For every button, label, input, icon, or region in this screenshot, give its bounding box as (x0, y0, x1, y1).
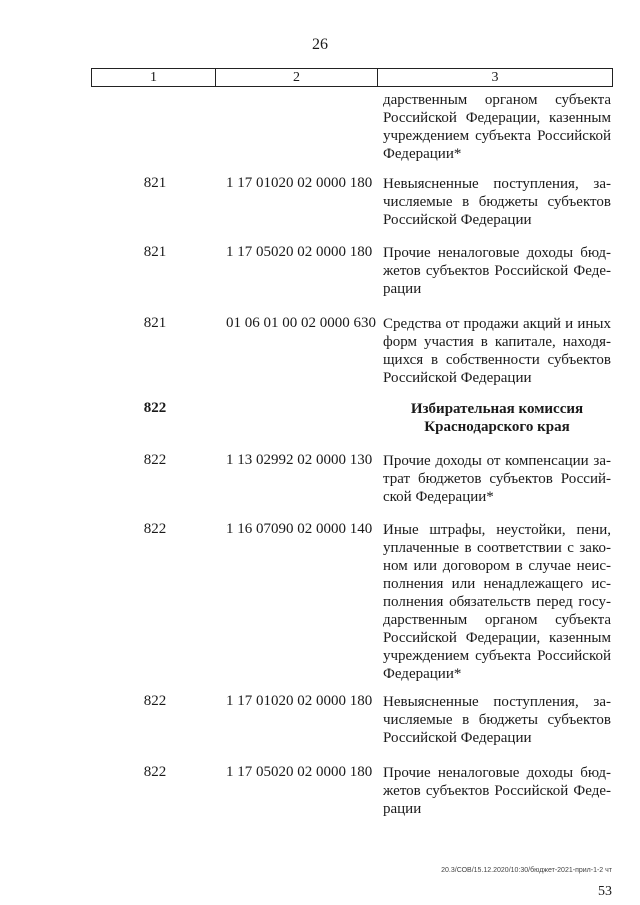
description-line: Краснодарского края (424, 419, 570, 435)
budget-classification-code: 1 17 01020 02 0000 180 (226, 175, 373, 191)
description-line: числяемые в бюджеты субъектов (383, 712, 611, 728)
budget-classification-code: 1 17 05020 02 0000 180 (226, 244, 373, 260)
page-number-top: 26 (312, 36, 328, 53)
description-line: полнения обязательств перед госу- (383, 594, 611, 610)
header-col-2: 2 (216, 69, 378, 86)
description-line: ном или договором в случае неис- (383, 558, 611, 574)
description-line: Невыясненные поступления, за- (383, 694, 611, 710)
description-line: щихся в собственности субъектов (383, 352, 611, 368)
budget-classification-code: 1 16 07090 02 0000 140 (226, 521, 373, 537)
admin-code: 822 (143, 452, 167, 468)
admin-code: 822 (143, 521, 167, 537)
description-line: жетов субъектов Российской Феде- (383, 783, 611, 799)
description-line: жетов субъектов Российской Феде- (383, 263, 611, 279)
page-number-bottom: 53 (598, 884, 612, 899)
description-line: трат бюджетов субъектов Россий- (383, 471, 611, 487)
description-line: Прочие неналоговые доходы бюд- (383, 245, 611, 261)
description-line: Прочие доходы от компенсации за- (383, 453, 611, 469)
description-line: рации (383, 801, 422, 817)
description-line: Средства от продажи акций и иных (383, 316, 611, 332)
description-line: Российской Федерации, казенным (383, 630, 611, 646)
description-line: числяемые в бюджеты субъектов (383, 194, 611, 210)
income-description (383, 452, 611, 506)
description-line: Федерации* (383, 666, 462, 682)
budget-classification-code: 1 17 05020 02 0000 180 (226, 764, 373, 780)
description-line: Избирательная комиссия (410, 401, 584, 417)
admin-code: 821 (143, 244, 167, 260)
admin-code: 822 (143, 693, 167, 709)
description-line: Российской Федерации (383, 370, 532, 386)
description-line: рации (383, 281, 422, 297)
description-line: Федерации* (383, 146, 462, 162)
income-description (383, 400, 611, 436)
admin-code: 821 (143, 175, 167, 191)
description-line: Иные штрафы, неустойки, пени, (383, 522, 611, 538)
income-description (383, 315, 611, 387)
income-description (383, 693, 611, 747)
description-line: форм участия в капитале, находя- (383, 334, 611, 350)
admin-code: 822 (143, 764, 167, 780)
description-line: уплаченные в соответствии с зако- (383, 540, 611, 556)
description-line: полнения или ненадлежащего ис- (383, 576, 611, 592)
budget-classification-code: 01 06 01 00 02 0000 630 (226, 315, 376, 331)
description-line: Прочие неналоговые доходы бюд- (383, 765, 611, 781)
admin-code: 821 (143, 315, 167, 331)
description-line: Российской Федерации (383, 212, 532, 228)
description-line: дарственным органом субъекта (383, 92, 611, 108)
description-line: учреждением субъекта Российской (383, 648, 611, 664)
income-description (383, 91, 611, 163)
header-col-1: 1 (92, 69, 216, 86)
description-line: дарственным органом субъекта (383, 612, 611, 628)
header-col-3: 3 (491, 69, 499, 85)
budget-classification-code: 1 13 02992 02 0000 130 (226, 452, 373, 468)
table-header (91, 68, 613, 87)
description-line: Российской Федерации, казенным (383, 110, 611, 126)
admin-code: 822 (143, 400, 167, 416)
income-description (383, 244, 611, 298)
budget-classification-code: 1 17 01020 02 0000 180 (226, 693, 373, 709)
description-line: учреждением субъекта Российской (383, 128, 611, 144)
description-line: Невыясненные поступления, за- (383, 176, 611, 192)
description-line: Российской Федерации (383, 730, 532, 746)
income-description (383, 521, 611, 683)
income-description (383, 764, 611, 818)
description-line: ской Федерации* (383, 489, 494, 505)
footer-document-code: 20.3/СОВ/15.12.2020/10:30/бюджет-2021-прил-1-2 чт (441, 867, 612, 874)
income-description (383, 175, 611, 229)
